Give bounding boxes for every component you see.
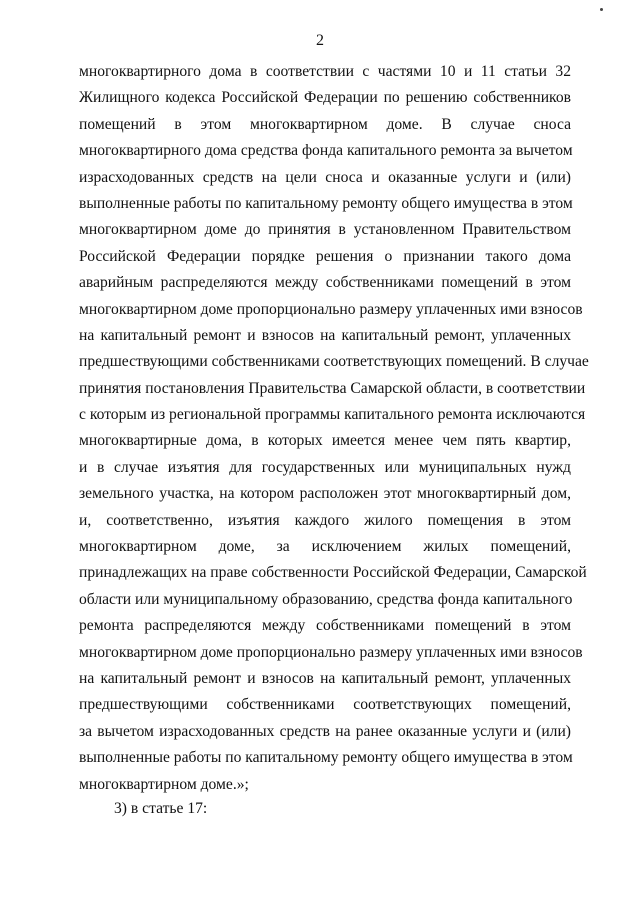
text-line: многоквартирном доме до принятия в установленном Правительством xyxy=(79,221,571,239)
page-number: 2 xyxy=(316,32,324,49)
text-line: земельного участка, на котором расположен этот многоквартирный дом, xyxy=(79,485,571,503)
text-line: предшествующими собственниками соответствующих помещений, xyxy=(79,696,571,714)
text-line: многоквартирном доме, за исключением жилых помещений, xyxy=(79,538,571,556)
text-line: на капитальный ремонт и взносов на капитальный ремонт, уплаченных xyxy=(79,326,571,344)
text-line: помещений в этом многоквартирном доме. В случае сноса xyxy=(79,115,571,133)
text-line: многоквартирные дома, в которых имеется менее чем пять квартир, xyxy=(79,432,571,450)
text-line: многоквартирного дома средства фонда капитального ремонта за вычетом xyxy=(79,142,573,160)
text-line: принадлежащих на праве собственности Российской Федерации, Самарской xyxy=(79,564,587,582)
text-line: за вычетом израсходованных средств на ранее оказанные услуги и (или) xyxy=(79,722,571,740)
text-line: и в случае изъятия для государственных или муниципальных нужд xyxy=(79,458,571,476)
text-line: выполненные работы по капитальному ремонту общего имущества в этом xyxy=(79,749,573,767)
text-line: ремонта распределяются между собственниками помещений в этом xyxy=(79,617,571,635)
text-line: на капитальный ремонт и взносов на капитальный ремонт, уплаченных xyxy=(79,669,571,687)
text-line: и, соответственно, изъятия каждого жилого помещения в этом xyxy=(79,511,571,529)
text-line: предшествующими собственниками соответствующих помещений. В случае xyxy=(79,353,589,371)
body-paragraph xyxy=(79,59,589,798)
text-line: многоквартирном доме пропорционально размеру уплаченных ими взносов xyxy=(79,643,583,661)
text-line: израсходованных средств на цели сноса и оказанные услуги и (или) xyxy=(79,168,571,186)
text-line: многоквартирного дома в соответствии с частями 10 и 11 статьи 32 xyxy=(79,63,571,80)
text-line: принятия постановления Правительства Самарской области, в соответствии xyxy=(79,379,586,397)
text-line: Российской Федерации порядке решения о признании такого дома xyxy=(79,247,571,265)
text-line: многоквартирном доме пропорционально размеру уплаченных ими взносов xyxy=(79,300,583,318)
text-line: области или муниципальному образованию, средства фонда капитального xyxy=(79,590,573,608)
text-line: многоквартирном доме.»; xyxy=(79,775,249,793)
scan-speck xyxy=(600,8,603,11)
text-line: Жилищного кодекса Российской Федерации по решению собственников xyxy=(79,89,571,107)
text-line: с которым из региональной программы капитального ремонта исключаются xyxy=(79,406,586,424)
text-line: выполненные работы по капитальному ремонту общего имущества в этом xyxy=(79,194,573,212)
list-item-heading: 3) в статье 17: xyxy=(114,800,208,817)
text-line: аварийным распределяются между собственниками помещений в этом xyxy=(79,274,571,292)
